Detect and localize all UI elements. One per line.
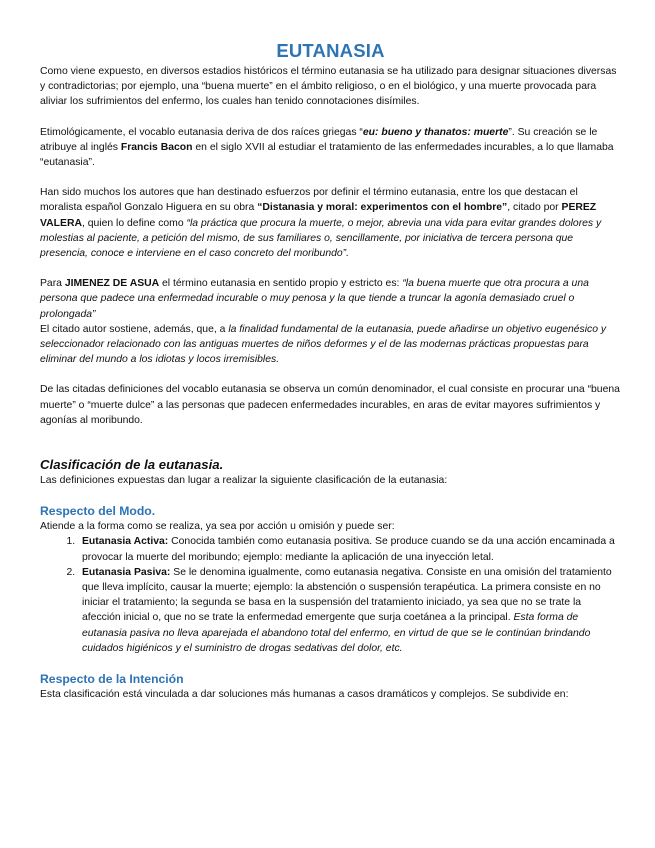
modo-list — [40, 534, 621, 656]
greek-roots: eu: bueno y thanatos: muerte — [362, 126, 509, 138]
classification-heading: Clasificación de la eutanasia. — [40, 457, 224, 473]
text-run: en el siglo XVII al estudiar el tratamiento de las enfermedades incurables, a lo que llamaba “eutanasia”. — [40, 141, 614, 169]
intencion-intro: Esta clasificación está vinculada a dar soluciones más humanas a casos dramáticos y complejos. Se subdivide en: — [40, 689, 569, 701]
author-francis-bacon: Francis Bacon — [120, 141, 193, 153]
paragraph-gap — [40, 656, 621, 671]
definition-quote: “la buena muerte que otra procura a una persona que padece una enfermedad incurable o muy penosa y la que tiende a truncar la agonía demasiado cruel o prolongada” — [40, 278, 589, 320]
text-run: , quien lo define como — [81, 217, 187, 229]
text-run: El citado autor sostiene, además, que, a — [40, 323, 229, 335]
author-perez-valera: PEREZ VALERA — [40, 202, 597, 229]
paragraph-gap — [40, 170, 621, 185]
text-run: , citado por — [507, 202, 562, 214]
list-item-term: Eutanasia Pasiva: — [82, 566, 171, 578]
text-run: ”. Su creación se le atribuye al inglés — [40, 126, 598, 153]
list-item-active — [78, 534, 621, 564]
authors-paragraph — [40, 185, 621, 261]
paragraph-gap — [40, 110, 621, 125]
text-run: Han sido muchos los autores que han destinado esfuerzos por definir el término eutanasia, entre los que destacan el moralista español Gonzalo Higuera en su obra — [40, 187, 578, 214]
conclusion-paragraph: De las citadas definiciones del vocablo eutanasia se observa un común denominador, el cual consiste en procurar una “buena muerte” o “muerte dulce” a las personas que padecen enfermedades incurables, en aras de evitar mayores sufrimientos y agonías al moribundo. — [40, 384, 620, 426]
paragraph-gap — [40, 488, 621, 503]
paragraph-gap — [40, 261, 621, 276]
author-jimenez-de-asua: JIMENEZ DE ASUA — [64, 278, 160, 290]
intencion-heading: Respecto de la Intención — [40, 672, 184, 687]
eugenic-quote: la finalidad fundamental de la eutanasia, puede añadirse un objetivo eugenésico y seleccionador relacionado con las antiguas muertes de niños deformes y el de las modernas prácticas propuestas para eliminar del mundo a los idiotas y locos irremisibles. — [40, 323, 607, 366]
eugenic-paragraph — [40, 322, 621, 368]
document-title: EUTANASIA — [276, 40, 385, 61]
text-run: Etimológicamente, el vocablo eutanasia deriva de dos raíces griegas “ — [40, 126, 363, 138]
classification-intro: Las definiciones expuestas dan lugar a realizar la siguiente clasificación de la eutanasia: — [40, 475, 448, 487]
definition-quote: “la práctica que procura la muerte, o mejor, abrevia una vida para evitar grandes dolores y molestias al paciente, a petición del mismo, de sus familiares o, sencillamente, por iniciativa de tercera persona que presencia, conoce e interviene en el caso concreto del moribundo”. — [40, 217, 602, 260]
text-run: el término eutanasia en sentido propio y estricto es: — [159, 278, 403, 290]
modo-heading: Respecto del Modo. — [40, 504, 156, 519]
text-run: Para — [40, 278, 65, 290]
list-item-text: Conocida también como eutanasia positiva. Se produce cuando se da una acción encaminada a provocar la muerte del moribundo; ejemplo: mediante la aplicación de una inyección letal. — [82, 536, 615, 563]
jimenez-paragraph — [40, 276, 621, 322]
paragraph-gap — [40, 367, 621, 382]
intro-paragraph-1: Como viene expuesto, en diversos estadios históricos el término eutanasia se ha utilizado para designar situaciones diversas y contradictorias; por ejemplo, una “buena muerte” en el ámbito religioso, o en el biológico, y una muerte provocada para aliviar los sufrimientos del enfermo, los cuales han tenido connotaciones disímiles. — [40, 66, 617, 108]
list-item-passive — [78, 565, 621, 656]
list-item-text: Se le denomina igualmente, como eutanasia negativa. Consiste en una omisión del tratamiento que lleva implícito, causar la muerte; ejemplo: la abstención o suspensión terapéutica. La primera consiste en no iniciar el tratamiento; la segunda se basa en la suspensión del tratamiento iniciado, ya sea que no se trate la afección inicial o, que no se trate la enfermedad emergente que surja coetánea a la principal. — [82, 566, 612, 624]
list-item-italic: Esta forma de eutanasia pasiva no lleva aparejada el abandono total del enfermo, en virtud de que se le continúan brindando cuidados higiénicos y el suministro de drogas sedativas del dolor, etc. — [82, 612, 591, 654]
modo-intro: Atiende a la forma como se realiza, ya sea por acción u omisión y puede ser: — [40, 521, 395, 533]
section-gap — [40, 428, 621, 456]
book-title: “Distanasia y moral: experimentos con el hombre” — [257, 202, 508, 214]
list-item-term: Eutanasia Activa: — [82, 536, 169, 548]
etymology-paragraph — [40, 125, 621, 171]
